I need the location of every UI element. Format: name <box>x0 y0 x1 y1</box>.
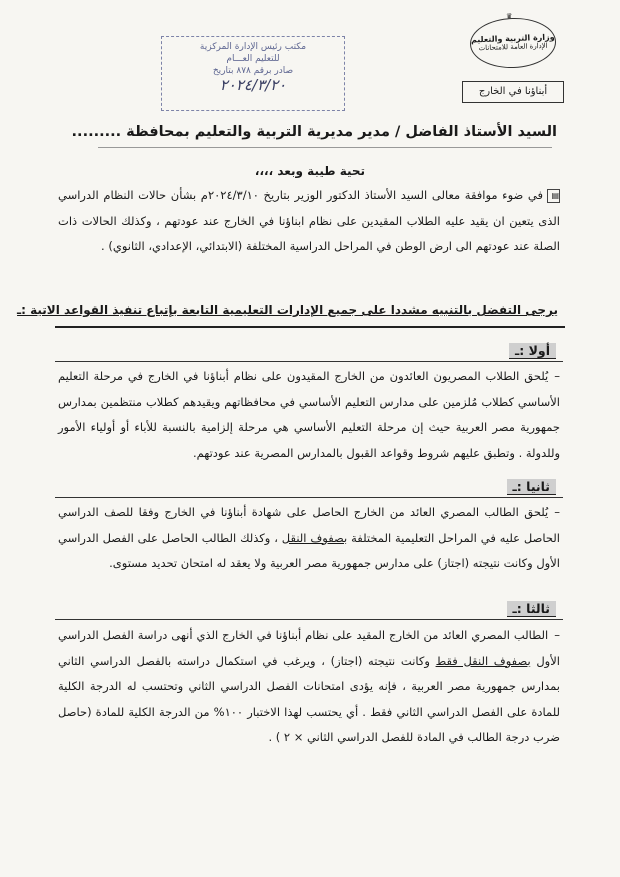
intro-text: في ضوء موافقة معالى السيد الأستاذ الدكتور الوزير بتاريخ ٢٠٢٤/٣/١٠م بشأن حالات النظام الدراسي الذى يتعين ان يقيد عليه الطلاب المقيدين على نظام ابناؤنا في الخارج عند عودتهم ، وكذلك الحالات ذات الصلة عند عودتهم الى ارض الوطن في المراحل الدراسية المختلفة (الابتدائي، الإعدادي، الثانوي) . <box>58 188 560 253</box>
bullet-dash: – <box>554 505 560 519</box>
section-2-text-a: يُلحق الطالب المصري العائد من الخارج الحاصل على شهادة أبناؤنا في الخارج وفقا للصف الدراسي الحاصل عليه في المراحل التعليمية المختلفة <box>58 505 560 545</box>
directive-divider <box>55 326 565 328</box>
section-1-paragraph <box>58 364 560 466</box>
addressee-divider <box>98 147 552 148</box>
addressee-line: السيد الأستاذ الفاضل / مدير مديرية التربية والتعليم بمحافظة ......... <box>71 124 557 140</box>
bullet-dash: – <box>554 628 560 642</box>
directive-line: يرجى التفضل بالتنبيه مشددا على جميع الإدارات التعليمية التابعة بإتباع تنفيذ القواعد الاتية :ـ <box>17 303 558 317</box>
crown-icon: ♛ <box>505 12 513 21</box>
section-2-paragraph <box>58 500 560 577</box>
section-3-text-a: الطالب المصري العائد من الخارج المقيد على نظام أبناؤنا في الخارج الذي أنهى دراسة الفصل الدراسي الأول <box>58 628 560 668</box>
section-1-rule <box>55 361 563 362</box>
section-heading-first: أولا :ـ <box>509 343 556 359</box>
section-3-text-b: وكانت نتيجته (اجتاز) ، ويرغب في استكمال دراسته بالفصل الدراسي الثاني بمدارس جمهورية مصر العربية ، فإنه يؤدى امتحانات الفصل الدراسي الثاني وتحتسب له الدرجة الكلية للمادة على الفصل الدراسي الثاني فقط . أي يحتسب لهذا الاختبار ١٠٠% من الدرجة الكلية للمادة (حاصل ضرب درجة الطالب في المادة للفصل الدراسي الثاني × ٢ ) . <box>58 653 560 744</box>
section-2-rule <box>55 497 563 498</box>
ministry-logo <box>469 12 557 70</box>
section-1-text: يُلحق الطلاب المصريون العائدون من الخارج المقيدون على نظام أبناؤنا في الخارج في مرحلة التعليم الأساسي كطلاب مُلزمين على مدارس التعليم الأساسي في محافظاتهم ويقيدهم كطلاب منتظمين بمدارس جمهورية مصر العربية حيث إن مرحلة التعليم الأساسي هي مرحلة إلزامية بالنسبة للأباء أو أولياء الأمور وللدولة . وتطبق عليهم شروط وقواعد القبول بالمدارس المصرية عند عودتهم. <box>58 369 560 460</box>
section-heading-third: ثالثا :ـ <box>507 601 557 617</box>
program-label-box: أبناؤنا في الخارج <box>462 81 564 103</box>
stamp-line-1: مكتب رئيس الإدارة المركزية <box>199 42 307 52</box>
note-icon: ▤ <box>547 189 560 203</box>
greeting: تحية طيبة وبعد ،،،، <box>254 164 366 178</box>
stamp-handwritten-date: ٢٠٢٤/٣/٢٠ <box>219 76 287 94</box>
intro-paragraph <box>58 183 560 260</box>
section-3-rule <box>55 619 563 620</box>
logo-line-1: وزارة التربية والتعليم <box>470 32 555 45</box>
section-2-emphasis: بصفوف النقل <box>281 530 348 545</box>
section-2-text-b: ، وكذلك الطالب الحاصل على الفصل الدراسي الأول وكانت نتيجته (اجتاز) على مدارس جمهورية مصر العربية ولا يعقد له امتحان تحديد مستوى. <box>58 530 560 570</box>
section-heading-second: ثانيا :ـ <box>507 479 557 495</box>
section-3-emphasis: بصفوف النقل فقط <box>435 653 531 668</box>
section-3-paragraph <box>58 623 560 751</box>
logo-line-2: الإدارة العامة للامتحانات <box>478 41 548 53</box>
bullet-dash: – <box>554 369 560 383</box>
outgoing-stamp <box>161 36 345 111</box>
stamp-line-3: صادر برقم ٨٧٨ بتاريخ <box>212 66 294 76</box>
stamp-line-2: للتعليم العـــام <box>226 54 280 64</box>
